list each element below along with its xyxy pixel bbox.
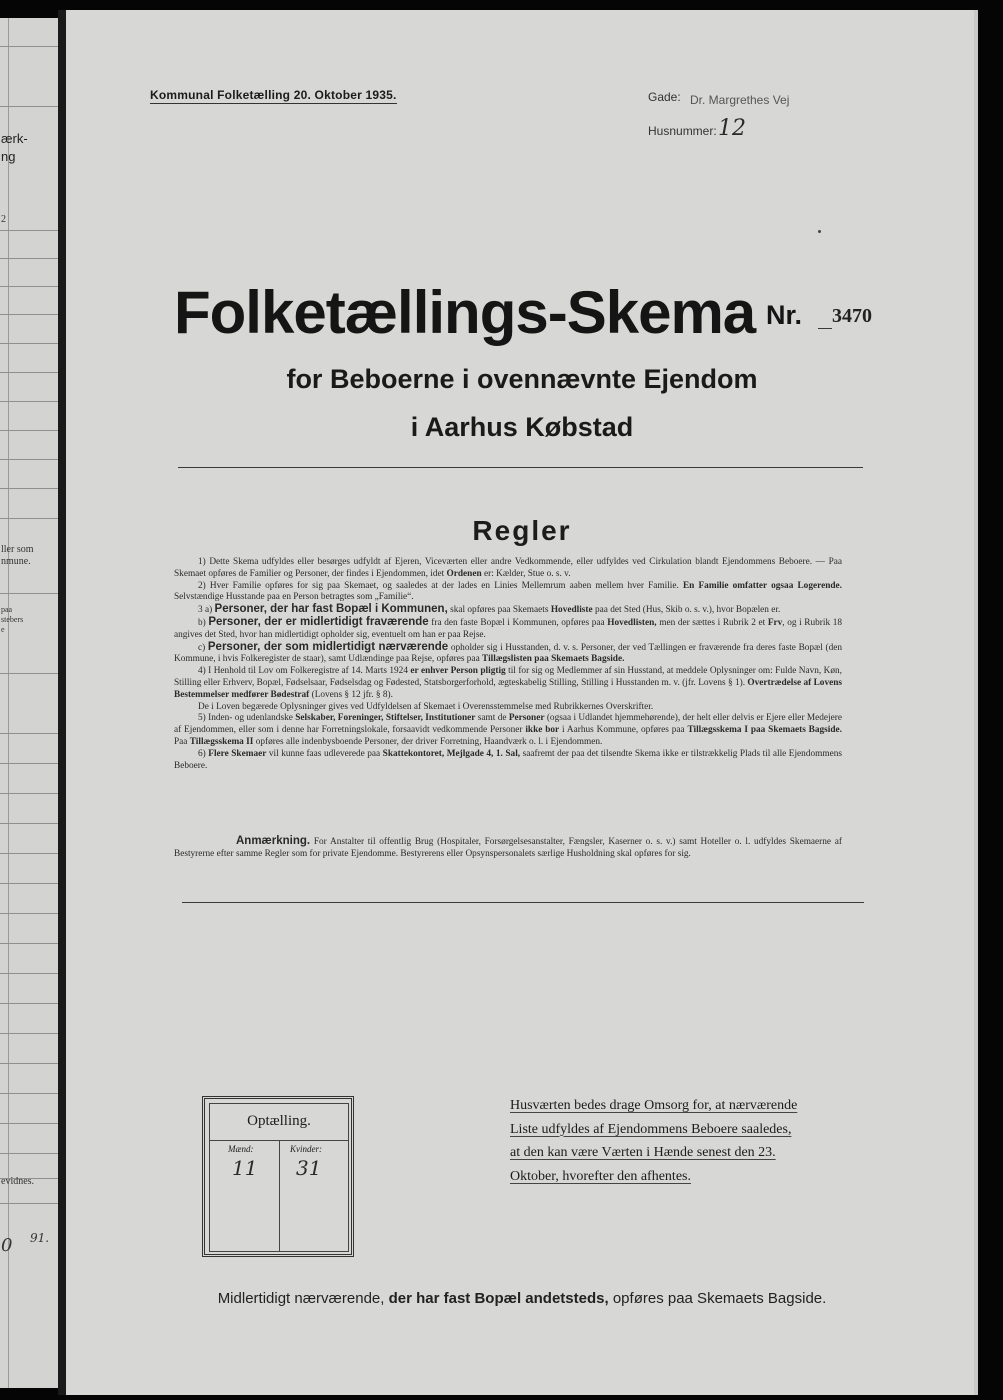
subtitle-city: i Aarhus Købstad — [410, 412, 634, 442]
left-text: e — [1, 625, 5, 634]
left-handwriting: 91. — [30, 1231, 50, 1245]
census-header: Kommunal Folketælling 20. Oktober 1935. — [150, 88, 397, 102]
street-value: Dr. Margrethes Vej — [690, 93, 790, 107]
form-number-label: Nr. — [766, 300, 803, 330]
page-edge — [974, 10, 978, 1395]
left-text: ng — [1, 149, 16, 164]
census-form-page — [66, 10, 978, 1395]
count-title: Optælling. — [247, 1113, 311, 1129]
divider-top — [178, 467, 863, 468]
subtitle-residents: for Beboerne i ovennævnte Ejendom — [286, 364, 758, 394]
speck — [818, 230, 821, 233]
men-count: 11 — [232, 1156, 258, 1180]
count-box — [202, 1096, 354, 1257]
rules-text — [174, 557, 842, 772]
left-text: paa — [1, 605, 13, 614]
form-title: Folketællings-Skema — [174, 279, 756, 346]
divider-bottom — [182, 902, 864, 903]
men-label: Mænd: — [228, 1144, 254, 1154]
left-text: evidnes. — [1, 1176, 35, 1187]
rule-5: 5) Inden- og udenlandske Selskaber, Foreninger, Stiftelser, Institutioner samt de Personer (ogsaa i Udlandet hjemmehørende), der helt eller delvis er Ejere eller Medejere af Ejendommen, eller som i denne har Forretningslokale, forsaavidt vedkommende Personer ikke bor i Aarhus Kommune, opføres paa Tillægsskema I paa Skemaets Bagside. Paa Tillægsskema II opføres alle indenbysboende Personer, der driver Forretning, Haandværk o. l. i Ejendommen. — [174, 713, 843, 747]
left-handwriting: 0 — [1, 1235, 13, 1256]
rule-2: 2) Hver Familie opføres for sig paa Skemaet, og saaledes at der lades en Linies Mellemrum aaben mellem hver Familie. En Familie omfatter ogsaa Logerende. Selvstændige Husstande paa en Person betragtes som „Familie“. — [174, 580, 842, 603]
rule-6: 6) Flere Skemaer vil kunne faas udleverede paa Skattekontoret, Mejlgade 4, 1. Sal, saafremt der paa det tilsendte Skema ikke er tilstrækkelig Plads til alle Ejendommens Beboere. — [174, 748, 842, 771]
remark-label: Anmærkning. — [236, 835, 311, 847]
left-text: 2 — [1, 214, 6, 225]
form-number: 3470 — [832, 305, 872, 327]
rule-3c: c) Personer, der som midlertidigt nærværende opholder sig i Husstanden, d. v. s. Personer, der ved Tællingen er fraværende fra deres faste Bopæl (den Kommune, i hvis Folkeregister de staar), samt Udlændinge paa Rejse, opføres paa Tillægslisten paa Skemaets Bagside. — [174, 640, 843, 665]
adjacent-page-edge — [0, 18, 58, 1388]
remark-body: For Anstalter til offentlig Brug (Hospitaler, Forsørgelsesanstalter, Fængsler, Kaserner o. s. v.) samt Hoteller o. l. udfyldes Skemaerne af Bestyrerne efter samme Regler som for private Ejendomme. Bestyrerens eller Opsynspersonalets særlige Husholdning skal opføres for sig. — [174, 837, 843, 859]
rule-1: 1) Dette Skema udfyldes eller besørges udfyldt af Ejeren, Viceværten eller andre Vedkommende, eller udfyldes ved Cirkulation blandt Ejendommens Beboere. — Paa Skemaet opføres de Familier og Personer, der findes i Ejendommen, idet Ordenen er: Kælder, Stue o. s. v. — [174, 557, 842, 579]
number-rule — [818, 328, 832, 329]
house-number-value: 12 — [718, 116, 746, 141]
landlord-notice: Husværten bedes drage Omsorg for, at nærværende Liste udfyldes af Ejendommens Beboere saaledes, at den kan være Værten i Hænde senest den 23. Oktober, hvorefter den afhentes. — [510, 1098, 798, 1184]
women-label: Kvinder: — [290, 1144, 322, 1154]
rule-4-note: De i Loven begærede Oplysninger gives ved Udfyldelsen af Skemaet i Overensstemmelse med Rubrikkernes Overskrifter. — [198, 701, 654, 712]
rule-3a: 3 a) Personer, der har fast Bopæl i Kommunen, skal opføres paa Skemaets Hovedliste paa det Sted (Hus, Skib o. s. v.), hvor Bopælen er. — [198, 603, 781, 616]
rules-heading: Regler — [472, 515, 572, 546]
street-label: Gade: — [648, 90, 681, 104]
left-text: ller som — [1, 544, 34, 555]
left-text: nmune. — [1, 556, 31, 567]
house-number-label: Husnummer: — [648, 124, 717, 138]
rule-3b: b) Personer, der er midlertidigt fraværende fra den faste Bopæl i Kommunen, opføres paa Hovedlisten, men der sættes i Rubrik 2 et Frv, og i Rubrik 18 angives det Sted, hvor han midlertidigt opholder sig, eventuelt om han er paa Rejse. — [174, 615, 843, 640]
footer-note: Midlertidigt nærværende, der har fast Bopæl andetsteds, opføres paa Skemaets Bagside. — [217, 1290, 827, 1307]
left-text: ærk- — [1, 131, 28, 146]
left-text: stebers — [1, 615, 24, 624]
remark-text — [174, 836, 842, 861]
women-count: 31 — [296, 1156, 322, 1180]
rule-4: 4) I Henhold til Lov om Folkeregistre af 14. Marts 1924 er enhver Person pligtig til for sig og Medlemmer af sin Husstand, at meddele Oplysninger om: Fulde Navn, Køn, Stilling eller Erhverv, Bopæl, Fødselsaar, Fødselsdag og Fødested, Statsborgerforhold, ægteskabelig Stilling, Stilling i Husstanden m. v. (jfr. Lovens § 1). Overtrædelse af Lovens Bestemmelser medfører Bødestraf (Lovens § 12 jfr. § 8). — [174, 666, 843, 700]
